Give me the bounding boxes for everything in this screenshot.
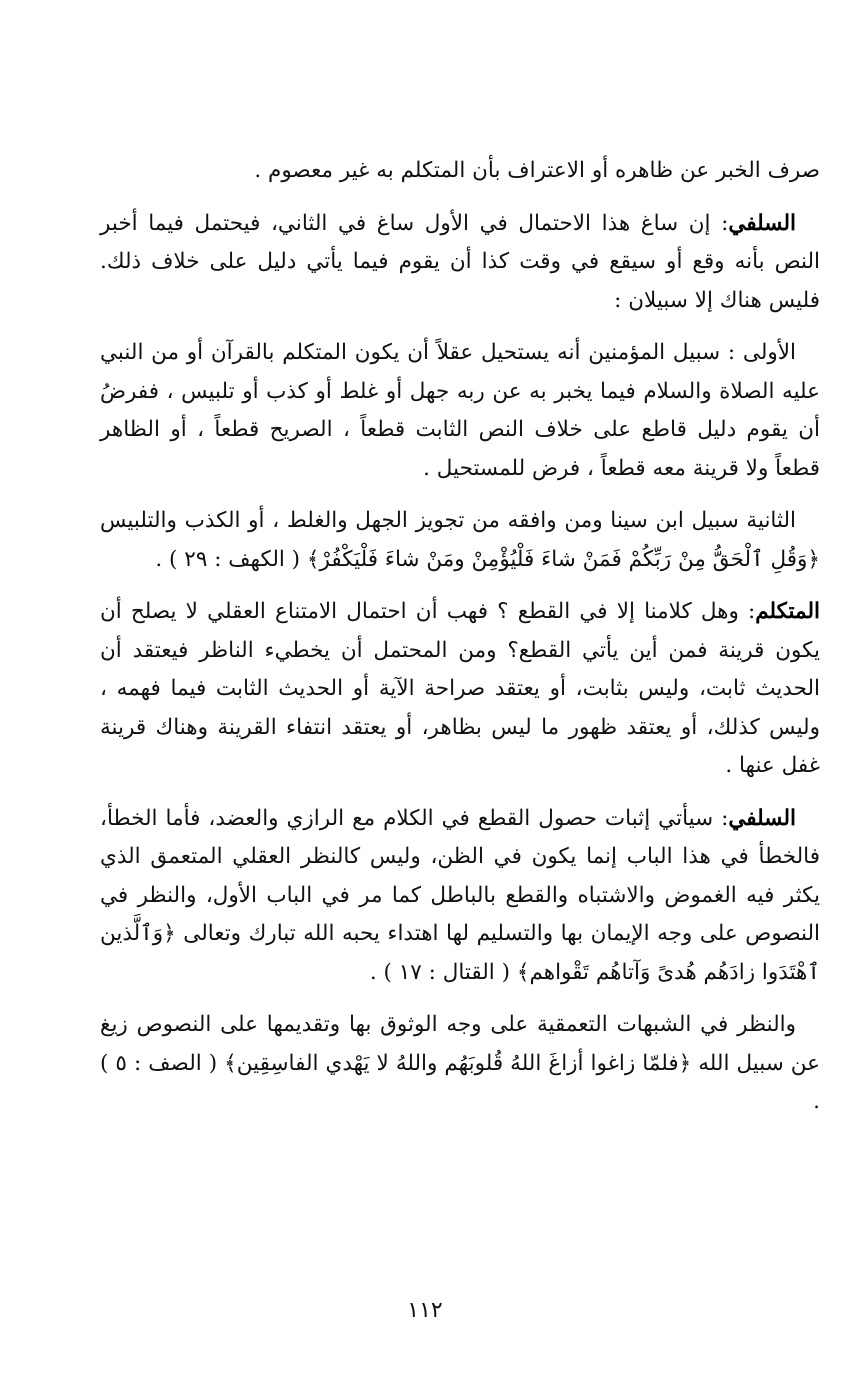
paragraph-2-text: : إن ساغ هذا الاحتمال في الأول ساغ في الثاني، فيحتمل فيما أخبر النص بأنه وقع أو سيقع في وقت كذا أن يقوم فيما يأتي دليل على خلاف ذلك. فليس هناك إلا سبيلان : [100,210,820,313]
paragraph-6-text: : سيأتي إثبات حصول القطع في الكلام مع الرازي والعضد، فأما الخطأ، فالخطأ في هذا الباب إنما يكون في الظن، وليس كالنظر العقلي المتعمق الذي يكثر فيه الغموض والاشتباه والقطع بالباطل كما مر في الباب الأول، والنظر في النصوص على وجه الإيمان بها والتسليم لها اهتداء يحبه الله تبارك وتعالى ﴿وَٱلَّذين ٱهْتَدَوا زادَهُم هُدىً وَآتاهُم تَقْواهم﴾ ( القتال : ١٧ ) . [100,805,820,985]
paragraph-4 [100,502,820,579]
paragraph-3-text: الأولى : سبيل المؤمنين أنه يستحيل عقلاً أن يكون المتكلم بالقرآن أو من النبي عليه الصلاة والسلام فيما يخبر به عن ربه جهل أو غلط أو كذب أو تلبيس ، ففرضُ أن يقوم دليل قاطع على خلاف النص الثابت قطعاً ، الصريح قطعاً ، أو الظاهر قطعاً ولا قرينة معه قطعاً ، فرض للمستحيل . [100,340,820,481]
paragraph-7 [100,1006,820,1122]
paragraph-3 [100,334,820,488]
paragraph-7-text: والنظر في الشبهات التعمقية على وجه الوثوق بها وتقديمها على النصوص زيغ عن سبيل الله ﴿فلمّا زاغوا أزاغَ اللهُ قُلوبَهُم واللهُ لا يَهْدي الفاسِقِين﴾ ( الصف : ٥ ) . [100,1012,820,1114]
paragraph-1-text: صرف الخبر عن ظاهره أو الاعتراف بأن المتكلم به غير معصوم . [254,158,820,183]
page-number: ١١٢ [407,1298,443,1323]
paragraph-4-text: الثانية سبيل ابن سينا ومن وافقه من تجويز الجهل والغلط ، أو الكذب والتلبيس ﴿وَقُلِ ٱلْحَقُّ مِنْ رَبِّكُمْ فَمَنْ شاءَ فَلْيُؤْمِنْ ومَنْ شاءَ فَلْيَكْفُرْ﴾ ( الكهف : ٢٩ ) . [100,508,820,572]
paragraph-5-text: : وهل كلامنا إلا في القطع ؟ فهب أن احتمال الامتناع العقلي لا يصلح أن يكون قرينة فمن أين يأتي القطع؟ ومن المحتمل أن يخطيء الناظر فيعتقد أن الحديث ثابت، وليس بثابت، أو يعتقد صراحة الآية أو الحديث الثابت فيما فهمه ، وليس كذلك، أو يعتقد ظهور ما ليس بظاهر، أو يعتقد انتفاء القرينة وهناك قرينة غفل عنها . [100,599,820,778]
paragraph-6 [100,800,820,993]
paragraph-1 [100,152,820,191]
paragraph-2 [100,205,820,321]
speaker-label: السلفي [728,210,796,236]
speaker-label: المتكلم [755,599,820,624]
document-body [100,152,820,1122]
paragraph-5 [100,593,820,786]
speaker-label: السلفي [728,805,796,831]
